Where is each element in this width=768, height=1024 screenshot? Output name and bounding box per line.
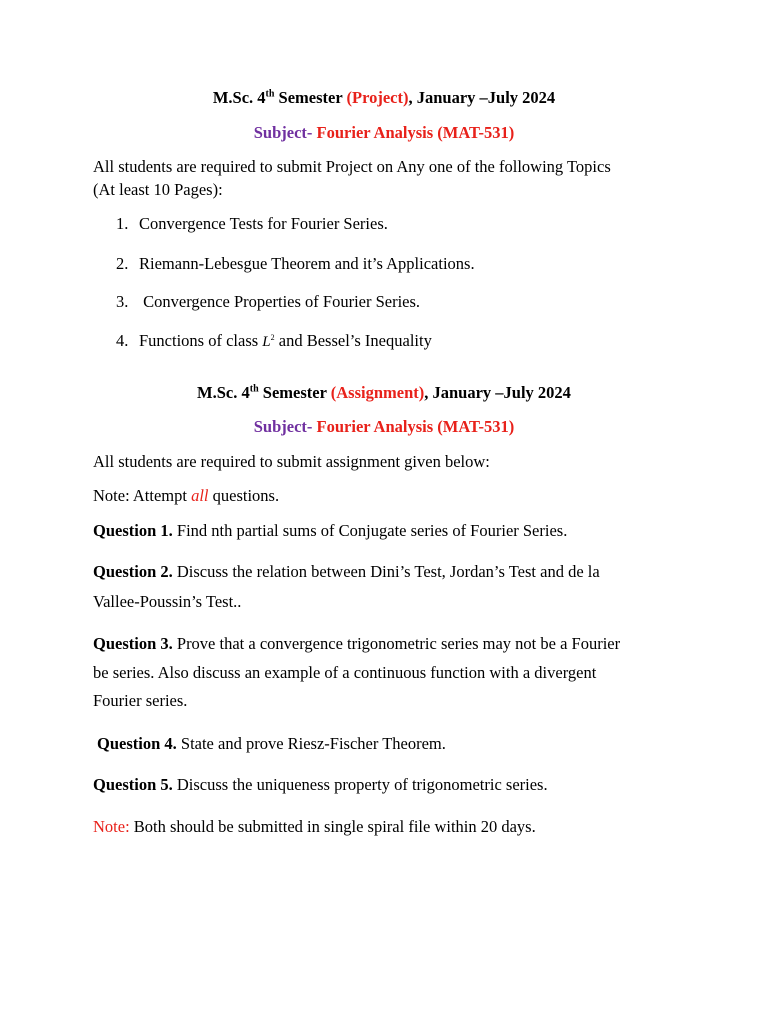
subject-label: Subject-: [253, 123, 317, 142]
question-1: [93, 521, 567, 541]
attempt-note: [93, 486, 279, 506]
math-letter: L: [262, 334, 271, 350]
assignment-intro: All students are required to submit assignment given below:: [93, 452, 490, 471]
question-2: [93, 562, 600, 582]
topic-number: 1.: [116, 214, 129, 233]
subject-value: Fourier Analysis (MAT-531): [316, 123, 515, 142]
topic-text: Functions of class: [139, 331, 263, 350]
question-label: Question 5.: [93, 775, 173, 794]
question-4: [97, 734, 446, 754]
note-suffix: questions.: [208, 486, 280, 505]
note-prefix: Note: Attempt: [93, 486, 192, 505]
subject-label: Subject-: [253, 417, 317, 436]
question-text: Discuss the relation between Dini’s Test, Jordan’s Test and de la: [172, 562, 600, 581]
topic-item: [116, 331, 432, 352]
project-subject: [0, 123, 768, 143]
subject-value: Fourier Analysis (MAT-531): [316, 417, 515, 436]
assignment-heading: [0, 383, 768, 403]
heading-ordinal: th: [265, 88, 275, 100]
question-text: State and prove Riesz-Fischer Theorem.: [176, 734, 446, 753]
project-heading: [0, 88, 768, 108]
heading-type: (Assignment): [330, 383, 425, 402]
topic-item: [116, 254, 475, 274]
heading-period: , January –July 2024: [424, 383, 571, 402]
note-text: Both should be submitted in single spiral file within 20 days.: [129, 817, 536, 836]
question-3-continuation: be series. Also discuss an example of a continuous function with a divergent: [93, 663, 597, 682]
topic-item: [116, 292, 420, 312]
heading-prefix: M.Sc. 4: [212, 88, 266, 107]
question-label: Question 2.: [93, 562, 173, 581]
heading-ordinal: th: [249, 383, 259, 395]
topic-number: 4.: [116, 331, 129, 350]
heading-semester: Semester: [274, 88, 347, 107]
question-3-continuation: Fourier series.: [93, 691, 188, 710]
topic-text: Convergence Tests for Fourier Series.: [139, 214, 388, 233]
question-label: Question 3.: [93, 634, 173, 653]
project-intro-line-1: All students are required to submit Project on Any one of the following Topics: [93, 157, 611, 176]
topic-item: [116, 214, 388, 234]
topic-number: 2.: [116, 254, 129, 273]
topic-number: 3.: [116, 292, 129, 311]
question-2-continuation: Vallee-Poussin’s Test..: [93, 592, 242, 611]
submission-note: [93, 817, 536, 837]
question-label: Question 4.: [97, 734, 177, 753]
heading-type: (Project): [346, 88, 409, 107]
question-text: Discuss the uniqueness property of trigonometric series.: [172, 775, 548, 794]
heading-prefix: M.Sc. 4: [197, 383, 250, 402]
question-label: Question 1.: [93, 521, 173, 540]
project-intro-line-2: (At least 10 Pages):: [93, 180, 223, 199]
math-l-squared: [262, 334, 274, 350]
question-3: [93, 634, 620, 654]
question-5: [93, 775, 548, 795]
assignment-subject: [0, 417, 768, 437]
question-text: Find nth partial sums of Conjugate series of Fourier Series.: [172, 521, 568, 540]
note-label: Note:: [93, 817, 130, 836]
topic-text-after: and Bessel’s Inequality: [274, 331, 432, 350]
topic-text: Convergence Properties of Fourier Series.: [139, 292, 421, 311]
note-emphasis: all: [191, 486, 209, 505]
heading-period: , January –July 2024: [408, 88, 556, 107]
question-text: Prove that a convergence trigonometric series may not be a Fourier: [172, 634, 621, 653]
topic-text: Riemann-Lebesgue Theorem and it’s Applications.: [139, 254, 475, 273]
heading-semester: Semester: [258, 383, 331, 402]
math-exponent: 2: [270, 333, 275, 342]
